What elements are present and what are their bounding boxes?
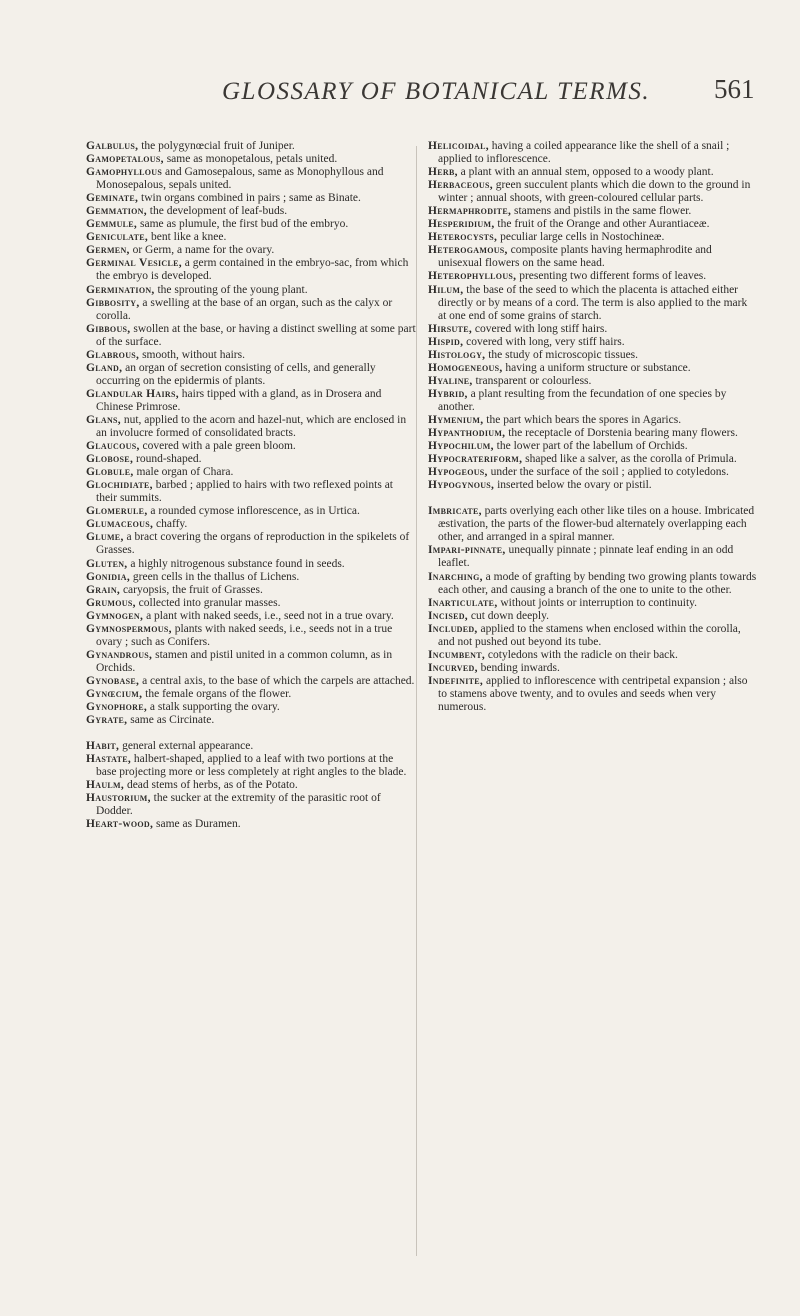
glossary-column-right [428,140,758,714]
glossary-definition: green succulent plants which die down to the ground in winter ; annual shoots, with green-coloured cellular parts. [438,179,751,205]
glossary-term: Gibbosity, [86,296,140,309]
glossary-term: Hirsute, [428,322,473,335]
glossary-term: Hermaphrodite, [428,205,512,218]
glossary-definition: inserted below the ovary or pistil. [494,479,652,492]
glossary-term: Gamophyllous [86,166,163,179]
glossary-definition: same as monopetalous, petals united. [163,153,338,166]
glossary-entry [86,153,416,166]
glossary-term: Heterogamous, [428,244,508,257]
glossary-definition: a mode of grafting by bending two growing plants towards each other, and causing a branch of the one to unite to the other. [438,570,757,596]
glossary-term: Hastate, [86,753,132,766]
glossary-term: Glans, [86,413,121,426]
glossary-entry [428,166,758,179]
glossary-entry [428,284,758,323]
glossary-term: Incised, [428,609,468,622]
glossary-entry [86,349,416,362]
glossary-entry [428,479,758,492]
glossary-definition: unequally pinnate ; pinnate leaf ending in an odd leaflet. [438,544,734,570]
glossary-entry [86,440,416,453]
glossary-definition: applied to inflorescence with centripetal expansion ; also to stamens above twenty, and to ovules and seeds when very numerous. [438,674,748,713]
glossary-definition: chaffy. [153,518,188,531]
glossary-definition: a rounded cymose inflorescence, as in Urtica. [147,505,360,518]
glossary-entry [86,414,416,440]
glossary-entry [428,571,758,597]
page-header [0,74,800,118]
glossary-definition: having a coiled appearance like the shell of a snail ; applied to inflorescence. [438,140,730,166]
glossary-entry [428,140,758,166]
glossary-entry [86,818,416,831]
glossary-entry [86,323,416,349]
glossary-definition: a plant with naked seeds, i.e., seed not in a true ovary. [143,609,394,622]
glossary-entry [86,479,416,505]
glossary-entry [86,244,416,257]
glossary-term: Geniculate, [86,231,149,244]
glossary-term: Germination, [86,283,155,296]
glossary-term: Imbricate, [428,505,482,518]
glossary-definition: twin organs combined in pairs ; same as Binate. [138,192,361,205]
glossary-entry [428,466,758,479]
glossary-definition: same as plumule, the first bud of the embryo. [137,218,349,231]
glossary-definition: the female organs of the flower. [142,687,292,700]
glossary-term: Germinal Vesicle, [86,257,182,270]
glossary-definition: having a uniform structure or substance. [502,361,691,374]
glossary-entry [86,297,416,323]
glossary-term: Incurved, [428,661,478,674]
glossary-term: Homogeneous, [428,361,503,374]
glossary-term: Gluten, [86,557,128,570]
glossary-entry [428,414,758,427]
glossary-definition: transparent or colourless. [472,374,592,387]
glossary-term: Glochidiate, [86,479,153,492]
glossary-entry [86,388,416,414]
glossary-entry [86,688,416,701]
glossary-entry [428,323,758,336]
glossary-term: Inarching, [428,570,483,583]
glossary-term: Haustorium, [86,792,151,805]
glossary-term: Included, [428,622,478,635]
glossary-definition: round-shaped. [133,453,202,466]
glossary-term: Histology, [428,348,486,361]
glossary-term: Glaucous, [86,440,140,453]
glossary-entry [86,166,416,192]
glossary-term: Gamopetalous, [86,153,164,166]
glossary-definition: cotyledons with the radicle on their back. [485,648,678,661]
glossary-definition: the fruit of the Orange and other Aurantiaceæ. [494,218,710,231]
glossary-entry [428,362,758,375]
glossary-term: Hilum, [428,283,464,296]
glossary-term: Glabrous, [86,348,140,361]
glossary-definition: covered with long stiff hairs. [472,322,608,335]
glossary-entry [86,192,416,205]
glossary-term: Hymenium, [428,413,484,426]
glossary-definition: the base of the seed to which the placenta is attached either directly or by means of a cord. The term is also applied to the mark at one end of some grains of starch. [438,283,748,322]
glossary-entry [428,623,758,649]
glossary-definition: under the surface of the soil ; applied to cotyledons. [487,466,729,479]
glossary-term: Glandular Hairs, [86,387,179,400]
glossary-entry [86,531,416,557]
glossary-entry [86,231,416,244]
glossary-entry [428,270,758,283]
glossary-term: Hyaline, [428,374,473,387]
glossary-term: Inarticulate, [428,596,498,609]
glossary-entry [86,558,416,571]
glossary-entry [86,284,416,297]
glossary-entry [86,505,416,518]
glossary-definition: nut, applied to the acorn and hazel-nut, which are enclosed in an involucre formed of consolidated bracts. [96,413,407,440]
glossary-entry [428,375,758,388]
glossary-term: Geminate, [86,192,139,205]
glossary-term: Gynobase, [86,674,140,687]
glossary-definition: bending inwards. [477,661,560,674]
glossary-definition: a stalk supporting the ovary. [147,701,280,714]
glossary-entry [86,701,416,714]
glossary-entry [86,623,416,649]
glossary-definition: plants with naked seeds, i.e., seeds not in a true ovary ; such as Conifers. [96,622,393,648]
running-title: GLOSSARY OF BOTANICAL TERMS. [222,78,651,105]
glossary-term: Grumous, [86,596,136,609]
glossary-term: Gland, [86,361,123,374]
glossary-term: Haulm, [86,779,125,792]
glossary-definition: without joints or interruption to continuity. [497,596,698,609]
glossary-definition: the polygynœcial fruit of Juniper. [138,140,295,152]
glossary-entry [428,244,758,270]
glossary-term: Hypocrateriform, [428,453,523,466]
glossary-entry [86,218,416,231]
glossary-term: Herb, [428,166,458,179]
glossary-term: Hybrid, [428,387,468,400]
glossary-entry [428,649,758,662]
glossary-definition: an organ of secretion consisting of cells, and generally occurring on the epidermis of plants. [96,361,376,387]
glossary-definition: male organ of Chara. [133,466,234,479]
glossary-definition: halbert-shaped, applied to a leaf with two portions at the base projecting more or less completely at right angles to the blade. [96,753,407,779]
glossary-definition: the receptacle of Dorstenia bearing many flowers. [505,427,738,440]
glossary-entry [86,257,416,283]
glossary-term: Galbulus, [86,140,139,152]
glossary-term: Impari-pinnate, [428,544,506,557]
section-gap [86,727,416,740]
glossary-term: Gibbous, [86,322,131,335]
glossary-entry [86,518,416,531]
glossary-definition: same as Duramen. [153,818,241,831]
glossary-entry [428,610,758,623]
glossary-definition: the part which bears the spores in Agarics. [483,413,682,426]
glossary-definition: cut down deeply. [467,609,549,622]
glossary-definition: barbed ; applied to hairs with two reflexed points at their summits. [96,479,394,505]
glossary-definition: swollen at the base, or having a distinct swelling at some part of the surface. [96,322,416,348]
glossary-definition: composite plants having hermaphrodite and unisexual flowers on the same head. [438,244,712,270]
glossary-entry [86,675,416,688]
glossary-definition: a germ contained in the embryo-sac, from which the embryo is developed. [96,257,409,283]
glossary-entry [428,231,758,244]
glossary-definition: the lower part of the labellum of Orchids. [493,440,688,453]
glossary-entry [86,584,416,597]
glossary-entry [86,466,416,479]
glossary-term: Gynœcium, [86,687,143,700]
glossary-definition: collected into granular masses. [135,596,281,609]
glossary-term: Globule, [86,466,134,479]
glossary-term: Glumaceous, [86,518,154,531]
glossary-definition: a highly nitrogenous substance found in seeds. [127,557,345,570]
glossary-entry [86,453,416,466]
glossary-term: Gymnospermous, [86,622,172,635]
glossary-term: Glume, [86,531,124,544]
glossary-term: Incumbent, [428,648,486,661]
glossary-term: Germen, [86,244,130,257]
glossary-definition: a bract covering the organs of reproduction in the spikelets of Grasses. [96,531,410,557]
glossary-term: Gyrate, [86,714,128,727]
glossary-definition: the study of microscopic tissues. [485,348,639,361]
glossary-definition: bent like a knee. [148,231,227,244]
glossary-definition: the sucker at the extremity of the parasitic root of Dodder. [96,792,381,818]
glossary-term: Globose, [86,453,134,466]
glossary-term: Indefinite, [428,674,484,687]
glossary-definition: hairs tipped with a gland, as in Drosera and Chinese Primrose. [96,387,382,413]
glossary-term: Gymnogen, [86,609,144,622]
glossary-entry [428,349,758,362]
glossary-entry [86,649,416,675]
glossary-term: Hesperidium, [428,218,495,231]
glossary-column-left [86,140,416,831]
glossary-term: Heterocysts, [428,231,498,244]
glossary-term: Habit, [86,740,120,753]
glossary-entry [86,714,416,727]
glossary-term: Gynophore, [86,701,148,714]
glossary-definition: or Germ, a name for the ovary. [129,244,275,257]
glossary-term: Heart-wood, [86,818,154,831]
glossary-term: Helicoidal, [428,140,489,152]
glossary-entry [86,597,416,610]
glossary-entry [428,336,758,349]
glossary-definition: the development of leaf-buds. [146,205,288,218]
glossary-definition: smooth, without hairs. [139,348,245,361]
glossary-entry [86,792,416,818]
glossary-definition: a swelling at the base of an organ, such as the calyx or corolla. [96,296,393,322]
glossary-entry [428,505,758,544]
glossary-definition: a plant with an annual stem, opposed to a woody plant. [457,166,714,179]
glossary-entry [428,179,758,205]
glossary-entry [428,427,758,440]
glossary-entry [86,571,416,584]
glossary-definition: presenting two different forms of leaves. [516,270,707,283]
glossary-entry [428,544,758,570]
glossary-entry [86,753,416,779]
glossary-definition: applied to the stamens when enclosed within the corolla, and not pushed out beyond its tube. [438,622,741,648]
glossary-term: Hypochilum, [428,440,494,453]
glossary-definition: same as Circinate. [127,714,215,727]
glossary-term: Hispid, [428,335,464,348]
glossary-term: Glomerule, [86,505,148,518]
glossary-term: Herbaceous, [428,179,493,192]
glossary-term: Grain, [86,583,121,596]
glossary-entry [86,362,416,388]
glossary-definition: parts overlying each other like tiles on a house. Imbricated æstivation, the parts of the flower-bud alternately overlapping each other, and arranged in a spiral manner. [438,505,755,544]
glossary-entry [86,610,416,623]
glossary-term: Gemmule, [86,218,138,231]
glossary-definition: peculiar large cells in Nostochineæ. [497,231,665,244]
section-gap [428,492,758,505]
glossary-definition: green cells in the thallus of Lichens. [130,570,300,583]
glossary-entry [86,140,416,153]
glossary-entry [428,205,758,218]
glossary-term: Hypogynous, [428,479,495,492]
glossary-definition: a plant resulting from the fecundation of one species by another. [438,387,727,413]
glossary-definition: general external appearance. [119,740,254,753]
glossary-entry [86,740,416,753]
glossary-entry [428,453,758,466]
glossary-term: Gynandrous, [86,648,153,661]
glossary-definition: and Gamosepalous, same as Monophyllous and Monosepalous, sepals united. [96,166,384,192]
page-number: 561 [714,74,755,104]
glossary-definition: the sprouting of the young plant. [154,283,308,296]
glossary-definition: covered with long, very stiff hairs. [463,335,625,348]
glossary-term: Gemmation, [86,205,147,218]
glossary-entry [428,388,758,414]
glossary-definition: shaped like a salver, as the corolla of Primula. [522,453,737,466]
glossary-term: Gonidia, [86,570,131,583]
glossary-entry [86,779,416,792]
glossary-definition: covered with a pale green bloom. [139,440,296,453]
glossary-term: Heterophyllous, [428,270,517,283]
glossary-definition: caryopsis, the fruit of Grasses. [120,583,263,596]
column-divider [416,146,417,1256]
glossary-entry [428,597,758,610]
glossary-definition: stamens and pistils in the same flower. [511,205,692,218]
glossary-term: Hypogeous, [428,466,488,479]
glossary-entry [428,218,758,231]
glossary-definition: stamen and pistil united in a common column, as in Orchids. [96,648,393,674]
glossary-entry [428,675,758,714]
glossary-entry [428,662,758,675]
glossary-entry [86,205,416,218]
glossary-entry [428,440,758,453]
glossary-definition: a central axis, to the base of which the carpels are attached. [139,674,415,687]
glossary-term: Hypanthodium, [428,427,506,440]
glossary-definition: dead stems of herbs, as of the Potato. [124,779,298,792]
